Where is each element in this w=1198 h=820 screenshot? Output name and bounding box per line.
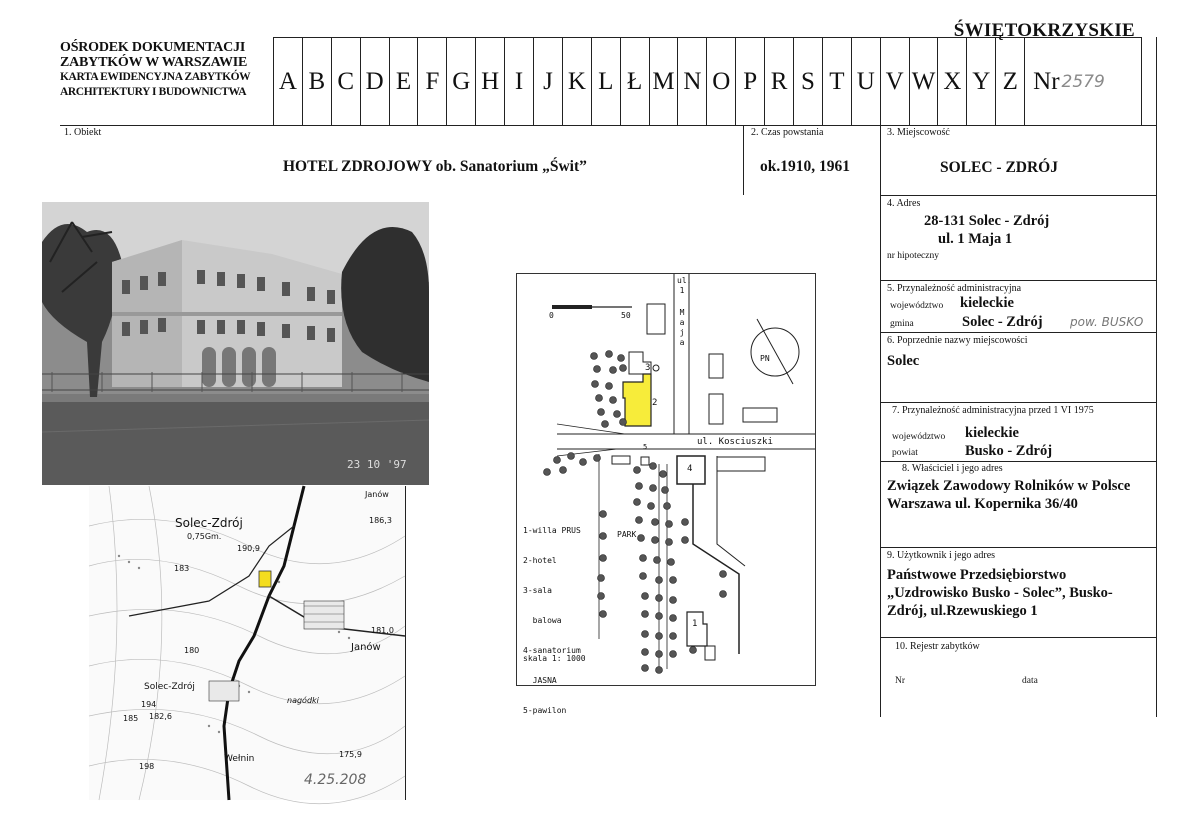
legend-item-1: 1-willa PRUS	[523, 526, 581, 535]
map-elevation-5: 194	[141, 700, 157, 709]
former-names-value: Solec	[887, 353, 920, 369]
construction-date: ok.1910, 1961	[760, 158, 850, 175]
map-label-welnin: Wełnin	[224, 754, 255, 764]
building-number-2: 2	[652, 398, 658, 408]
map-elevation-1: 186,3	[369, 516, 392, 525]
index-letter-cell: R	[765, 38, 794, 126]
street-label-kosciuszki: ul. Kosciuszki	[697, 437, 773, 447]
row-divider-4	[880, 332, 1156, 333]
object-label: 1. Obiekt	[64, 127, 102, 138]
map-elevation-9: 198	[139, 762, 155, 771]
photo-illustration	[42, 202, 429, 485]
north-label: PN	[760, 354, 770, 363]
legend-item-7: 5-pawilon	[523, 706, 567, 715]
map-label-janow-top: Janów	[365, 490, 389, 499]
org-line-1: OŚRODEK DOKUMENTACJI	[60, 40, 246, 55]
index-letter-cell: M	[650, 38, 679, 126]
user-value: Państwowe Przedsiębiorstwo „Uzdrowisko Busko - Solec”, Busko-Zdrój, ul.Rzewuskiego 1	[887, 567, 1113, 619]
user-label: 9. Użytkownik i jego adres	[887, 550, 996, 561]
index-letter-cell: B	[303, 38, 332, 126]
street-maja-char-5: j	[679, 328, 685, 337]
register-date-label: data	[1022, 676, 1038, 686]
index-letter-cell: T	[823, 38, 852, 126]
map-label-solec-zdroj: Solec-Zdrój	[175, 516, 243, 530]
pre1975-voivodeship-value: kieleckie	[965, 425, 1019, 441]
index-letter-cell: O	[707, 38, 736, 126]
index-letter-cell: C	[332, 38, 361, 126]
index-letter-cell: Y	[967, 38, 996, 126]
former-names-label: 6. Poprzednie nazwy miejscowości	[887, 335, 1028, 346]
row-divider-5	[880, 402, 1156, 403]
map-label-janow: Janów	[351, 642, 381, 653]
org-line-2: ZABYTKÓW W WARSZAWIE	[60, 55, 248, 70]
map-label-solec-zdroj-lower: Solec-Zdrój	[144, 682, 195, 692]
col-divider-right	[1156, 37, 1157, 717]
legend-item-3: 3-sala	[523, 586, 552, 595]
scale-bar-zero: 0	[549, 311, 554, 320]
owner-value: Związek Zawodowy Rolników w Polsce Warszawa ul. Kopernika 36/40	[887, 478, 1131, 512]
org-line-4: ARCHITEKTURY I BUDOWNICTWA	[60, 86, 247, 98]
voivodeship-value: kieleckie	[960, 295, 1014, 311]
map-label-nagodki: nagódki	[287, 696, 319, 705]
index-letter-cell: N	[678, 38, 707, 126]
site-plan	[516, 273, 816, 715]
building-photo	[42, 202, 429, 485]
institution-header	[60, 40, 270, 100]
index-letter-cell: U	[852, 38, 881, 126]
col-divider-map	[405, 486, 406, 800]
commune-value: Solec - Zdrój	[962, 314, 1043, 330]
index-letter-cell: W	[910, 38, 939, 126]
legend-item-5: 4-sanatorium	[523, 646, 581, 655]
street-maja-char-1: ul.	[677, 276, 692, 285]
row-divider-6	[880, 461, 1156, 462]
map-elevation-8: 190,9	[237, 544, 260, 553]
object-name: HOTEL ZDROJOWY ob. Sanatorium „Świt”	[283, 158, 587, 175]
street-maja-char-6: a	[679, 338, 685, 347]
pre1975-label: 7. Przynależność administracyjna przed 1 VI 1975	[892, 405, 1094, 416]
plan-scale-text: skala 1: 1000	[523, 654, 586, 663]
voivodeship-label: województwo	[890, 301, 944, 311]
commune-label: gmina	[890, 319, 914, 329]
index-letter-cell: D	[361, 38, 390, 126]
admin-affiliation-label: 5. Przynależność administracyjna	[887, 283, 1022, 294]
map-elevation-4: 182,6	[149, 712, 172, 721]
row-divider-8	[880, 637, 1156, 638]
locality-label: 3. Miejscowość	[887, 127, 950, 138]
index-letter-cell: K	[563, 38, 592, 126]
index-letter-cell: P	[736, 38, 765, 126]
card-number-cell	[1025, 38, 1142, 126]
index-letter-cell: H	[476, 38, 505, 126]
index-letter-cell: Z	[996, 38, 1025, 126]
date-label: 2. Czas powstania	[751, 127, 824, 138]
org-line-3: KARTA EWIDENCYJNA ZABYTKÓW	[60, 71, 251, 83]
photo-date-stamp: 23 10 '97	[347, 458, 407, 471]
map-elevation-3: 180	[184, 646, 200, 655]
district-value: Busko - Zdrój	[965, 443, 1053, 459]
district-label: powiat	[892, 448, 918, 458]
map-elevation-7: 181,0	[371, 626, 394, 635]
index-letter-cell: J	[534, 38, 563, 126]
letter-index-grid	[273, 37, 1142, 126]
legend-item-4: balowa	[523, 616, 562, 625]
legend-item-2: 2-hotel	[523, 556, 557, 565]
index-letter-cell: S	[794, 38, 823, 126]
region-title: ŚWIĘTOKRZYSKIE	[953, 20, 1135, 41]
building-number-5: 5	[643, 443, 648, 451]
index-letter-cell: F	[418, 38, 447, 126]
building-number-4: 4	[687, 464, 693, 474]
row-divider-2	[880, 195, 1156, 196]
index-letter-cell: V	[881, 38, 910, 126]
plan-legend	[523, 506, 581, 736]
row-divider-7	[880, 547, 1156, 548]
owner-label: 8. Właściciel i jego adres	[902, 463, 1003, 474]
county-handwritten-note: pow. BUSKO	[1070, 315, 1144, 329]
row-divider-3	[880, 280, 1156, 281]
street-label-1-maja	[677, 276, 692, 348]
index-letter-cell: A	[274, 38, 303, 126]
street-maja-char-3: M	[679, 308, 685, 317]
map-elevation-6: 175,9	[339, 750, 362, 759]
col-divider-2	[880, 125, 881, 717]
street-maja-char-2: 1	[679, 286, 685, 295]
topographic-map	[89, 486, 405, 800]
index-letter-cell: L	[592, 38, 621, 126]
index-letter-cell: X	[938, 38, 967, 126]
col-divider-1	[743, 125, 744, 195]
address-line-2: ul. 1 Maja 1	[938, 231, 1013, 247]
street-maja-char-4: a	[679, 318, 685, 327]
legend-item-6: JASNA	[523, 676, 557, 685]
address-line-1: 28-131 Solec - Zdrój	[924, 213, 1050, 229]
building-number-1: 1	[692, 619, 698, 629]
card-number-value: 2579	[1061, 72, 1105, 92]
pre1975-voivodeship-label: województwo	[892, 432, 946, 442]
mortgage-number-label: nr hipoteczny	[887, 251, 939, 261]
index-letter-cell: I	[505, 38, 534, 126]
register-number-label: Nr	[895, 676, 906, 686]
map-elevation-10: 185	[123, 714, 139, 723]
park-label: PARK	[617, 530, 637, 539]
row-divider-1	[60, 125, 1156, 126]
locality-value: SOLEC - ZDRÓJ	[940, 159, 1058, 176]
index-letter-cell: Ł	[621, 38, 650, 126]
address-label: 4. Adres	[887, 198, 921, 209]
scale-bar-fifty: 50	[621, 311, 631, 320]
building-number-3: 3	[645, 363, 651, 373]
card-number-label: Nr	[1033, 68, 1060, 95]
index-letter-cell: E	[390, 38, 419, 126]
map-elevation-2: 183	[174, 564, 190, 573]
map-label-gm: 0,75Gm.	[187, 532, 222, 541]
map-handwritten-stamp: 4.25.208	[304, 772, 367, 788]
register-label: 10. Rejestr zabytków	[895, 641, 980, 652]
index-letter-cell: G	[447, 38, 476, 126]
